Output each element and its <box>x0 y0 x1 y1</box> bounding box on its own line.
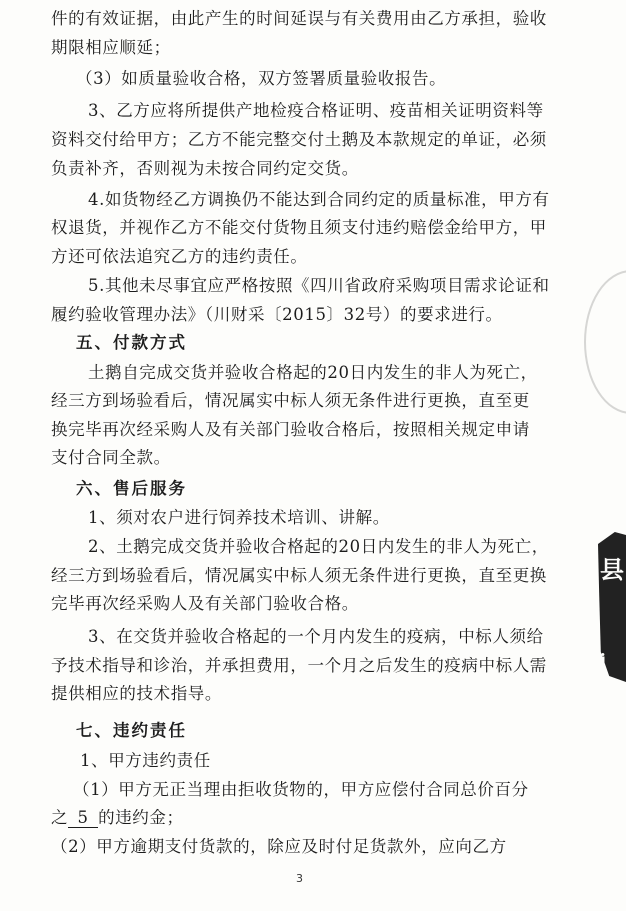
text-line: 支付合同全款。 <box>51 448 171 467</box>
text-line: 件的有效证据，由此产生的时间延误与有关费用由乙方承担，验收 <box>51 9 547 28</box>
text-span: 1、甲方违约责任 <box>80 751 211 770</box>
text-line <box>80 750 211 772</box>
text-line <box>51 807 184 829</box>
text-line: 提供相应的技术指导。 <box>51 684 222 703</box>
text-line: 经三方到场验看后，情况属实中标人须无条件进行更换，直至更换 <box>51 566 547 585</box>
text-line: 负责补齐，否则视为未按合同约定交货。 <box>51 159 359 178</box>
text-span: 的违约金； <box>98 808 184 827</box>
text-line: 土鹅自完成交货并验收合格起的20日内发生的非人为死亡， <box>88 363 538 382</box>
text-line: 履约验收管理办法》（川财采〔2015〕32号）的要求进行。 <box>51 305 503 324</box>
text-line: 资料交付给甲方；乙方不能完整交付土鹅及本款规定的单证，必须 <box>51 130 547 149</box>
section-heading <box>76 720 187 742</box>
stamp-text: 县 <box>600 556 624 584</box>
text-line: 换完毕再次经采购人及有关部门验收合格后，按照相关规定申请 <box>51 420 530 439</box>
text-line: 2、土鹅完成交货并验收合格起的20日内发生的非人为死亡， <box>88 537 549 556</box>
text-line: 3、在交货并验收合格起的一个月内发生的疫病，中标人须给 <box>88 627 544 646</box>
text-line: 权退货，并视作乙方不能交付货物且须支付违约赔偿金给甲方，甲 <box>51 218 547 237</box>
text-line: 5.其他未尽事宜应严格按照《四川省政府采购项目需求论证和 <box>88 276 550 295</box>
text-span: （2）甲方逾期支付货款的，除应及时付足货款外，应向乙方 <box>51 837 507 856</box>
stamp-mark: j <box>600 650 606 669</box>
penalty-percent-value: 5 <box>68 808 98 828</box>
text-line: 期限相应顺延； <box>51 38 171 57</box>
text-line: 方还可依法追究乙方的违约责任。 <box>51 247 308 266</box>
text-line: （3）如质量验收合格，双方签署质量验收报告。 <box>76 69 447 88</box>
text-span: 七、违约责任 <box>76 721 187 740</box>
text-line <box>73 779 529 801</box>
section-heading: 六、售后服务 <box>76 479 187 498</box>
text-span: 之 <box>51 808 69 827</box>
section-heading: 五、付款方式 <box>76 333 187 352</box>
text-line: 完毕再次经采购人及有关部门验收合格。 <box>51 594 359 613</box>
seal-fragment <box>584 270 626 414</box>
text-line: 经三方到场验看后，情况属实中标人须无条件进行更换，直至更 <box>51 391 530 410</box>
text-line: 4.如货物经乙方调换仍不能达到合同约定的质量标准，甲方有 <box>88 190 550 209</box>
page-number: 3 <box>296 872 303 885</box>
text-line: 3、乙方应将所提供产地检疫合格证明、疫苗相关证明资料等 <box>88 101 544 120</box>
text-line <box>51 836 507 858</box>
text-line: 1、须对农户进行饲养技术培训、讲解。 <box>88 508 390 527</box>
text-line: 予技术指导和诊治，并承担费用，一个月之后发生的疫病中标人需 <box>51 656 547 675</box>
text-span: （1）甲方无正当理由拒收货物的，甲方应偿付合同总价百分 <box>73 780 529 799</box>
